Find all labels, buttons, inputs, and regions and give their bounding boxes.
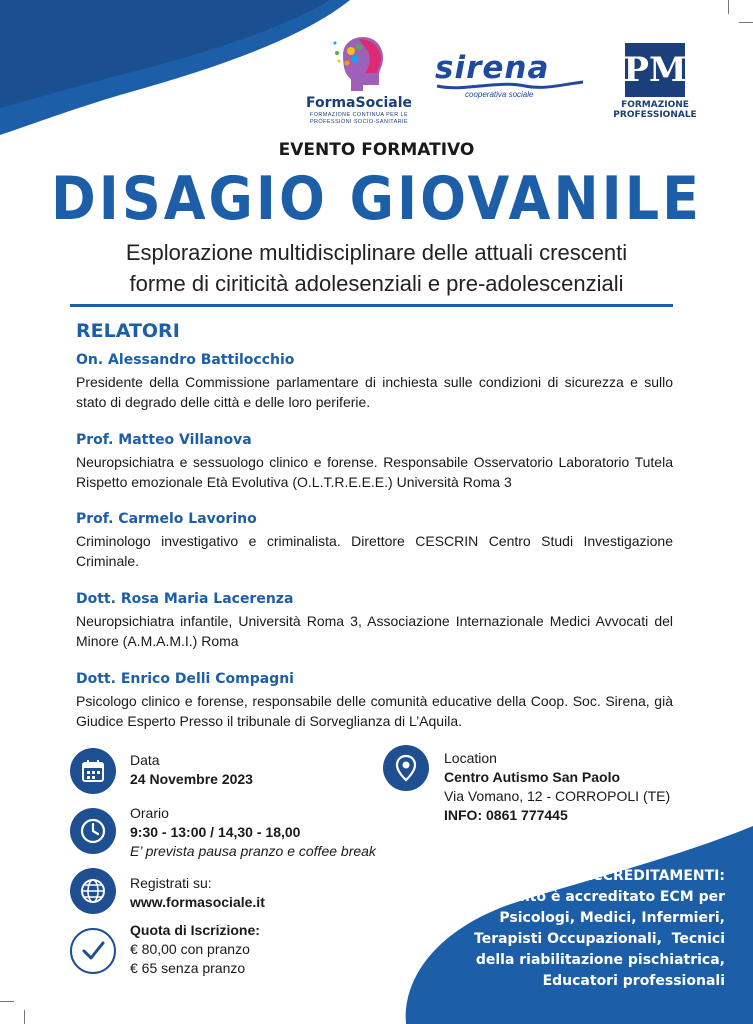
location-address: Via Vomano, 12 - CORROPOLI (TE) xyxy=(444,788,671,804)
speaker-item xyxy=(76,591,673,651)
calendar-icon xyxy=(70,748,116,794)
crop-mark xyxy=(728,0,729,14)
header-divider xyxy=(70,304,673,307)
accreditamenti-line: della riabilitazione pischiatrica, xyxy=(475,952,725,968)
crop-mark xyxy=(0,1001,14,1002)
accreditamenti-block xyxy=(395,866,725,992)
location-name: Centro Autismo San Paolo xyxy=(444,769,621,785)
map-pin-icon xyxy=(383,745,429,791)
location-info xyxy=(444,749,670,825)
speaker-item xyxy=(76,511,673,571)
register-label: Registrati su: xyxy=(130,875,212,891)
register-link[interactable]: www.formasociale.it xyxy=(130,894,265,910)
fee-info xyxy=(130,921,260,978)
location-label: Location xyxy=(444,750,497,766)
speaker-name: Prof. Matteo Villanova xyxy=(76,432,252,448)
formazione-text-line2: PROFESSIONALE xyxy=(613,110,697,120)
clock-icon xyxy=(70,808,116,854)
speaker-item xyxy=(76,352,673,412)
speaker-description: Neuropsichiatra e sessuologo clinico e forense. Responsabile Osservatorio Laboratorio Tutela Rispetto emozionale Età Evolutiva (O.L.T.R.E.E.E.) Università Roma 3 xyxy=(76,454,673,490)
date-label: Data xyxy=(130,752,160,768)
crop-mark xyxy=(739,22,753,23)
sirena-subtitle: cooperativa sociale xyxy=(465,90,534,99)
formasociale-head-icon xyxy=(329,33,389,93)
sirena-logo xyxy=(435,50,595,99)
formasociale-tagline: FORMAZIONE CONTINUA PER LE PROFESSIONI SOCIO-SANITARIE xyxy=(309,112,409,125)
subtitle-line2: forme di ciriticità adolesenziali e pre-adolescenziali xyxy=(129,271,624,296)
formasociale-name: FormaSociale xyxy=(305,95,413,111)
formazione-professionale-logo xyxy=(613,43,697,120)
subtitle xyxy=(0,237,753,299)
speaker-description: Psicologo clinico e forense, responsabile delle comunità educative della Coop. Soc. Sirena, già Giudice Esperto Presso il tribunale di Sorveglianza di L’Aquila. xyxy=(76,693,673,729)
accreditamenti-line: Educatori professionali xyxy=(542,973,725,989)
accreditamenti-line: Terapisti Occupazionali, Tecnici xyxy=(474,931,725,947)
page-title: DISAGIO GIOVANILE xyxy=(50,163,703,234)
speaker-name: Prof. Carmelo Lavorino xyxy=(76,511,257,527)
event-label: EVENTO FORMATIVO xyxy=(278,140,475,160)
time-label: Orario xyxy=(130,805,169,821)
crop-mark xyxy=(24,1010,25,1024)
relatori-heading: RELATORI xyxy=(76,320,180,342)
sirena-name: sirena xyxy=(435,50,550,86)
time-info xyxy=(130,804,376,861)
speaker-description: Criminologo investigativo e criminalista. Direttore CESCRIN Centro Studi Investigazione Criminale. xyxy=(76,533,673,569)
speaker-description: Presidente della Commissione parlamentare di inchiesta sulle condizioni di sicurezza e sullo stato di degrado delle città e delle loro periferie. xyxy=(76,374,673,410)
fee-line2: € 65 senza pranzo xyxy=(130,960,246,976)
checkmark-icon xyxy=(70,928,116,974)
location-info-phone: INFO: 0861 777445 xyxy=(444,807,568,823)
time-value: 9:30 - 13:00 / 14,30 - 18,00 xyxy=(130,824,301,840)
accreditamenti-line: Psicologi, Medici, Infermieri, xyxy=(499,910,725,926)
register-info xyxy=(130,874,265,912)
fee-line1: € 80,00 con pranzo xyxy=(130,941,250,957)
speaker-name: On. Alessandro Battilocchio xyxy=(76,352,295,368)
speaker-item xyxy=(76,671,673,731)
speaker-item xyxy=(76,432,673,492)
pm-monogram: PM xyxy=(625,43,685,97)
speaker-name: Dott. Rosa Maria Lacerenza xyxy=(76,591,294,607)
speaker-name: Dott. Enrico Delli Compagni xyxy=(76,671,294,687)
accreditamenti-line: L’evento è accreditato ECM per xyxy=(480,889,725,905)
accreditamenti-heading: ACCREDITAMENTI: xyxy=(581,868,725,884)
speaker-description: Neuropsichiatra infantile, Università Roma 3, Associazione Internazionale Medici Avvocati del Minore (A.M.A.M.I.) Roma xyxy=(76,613,673,649)
formazione-text-line1: FORMAZIONE xyxy=(621,100,689,110)
subtitle-line1: Esplorazione multidisciplinare delle attuali crescenti xyxy=(125,240,628,265)
fee-label: Quota di Iscrizione: xyxy=(130,922,260,938)
time-note: E’ prevista pausa pranzo e coffee break xyxy=(130,843,376,859)
date-info xyxy=(130,751,253,789)
date-value: 24 Novembre 2023 xyxy=(130,771,253,787)
formasociale-logo xyxy=(296,33,422,125)
globe-icon xyxy=(70,868,116,914)
